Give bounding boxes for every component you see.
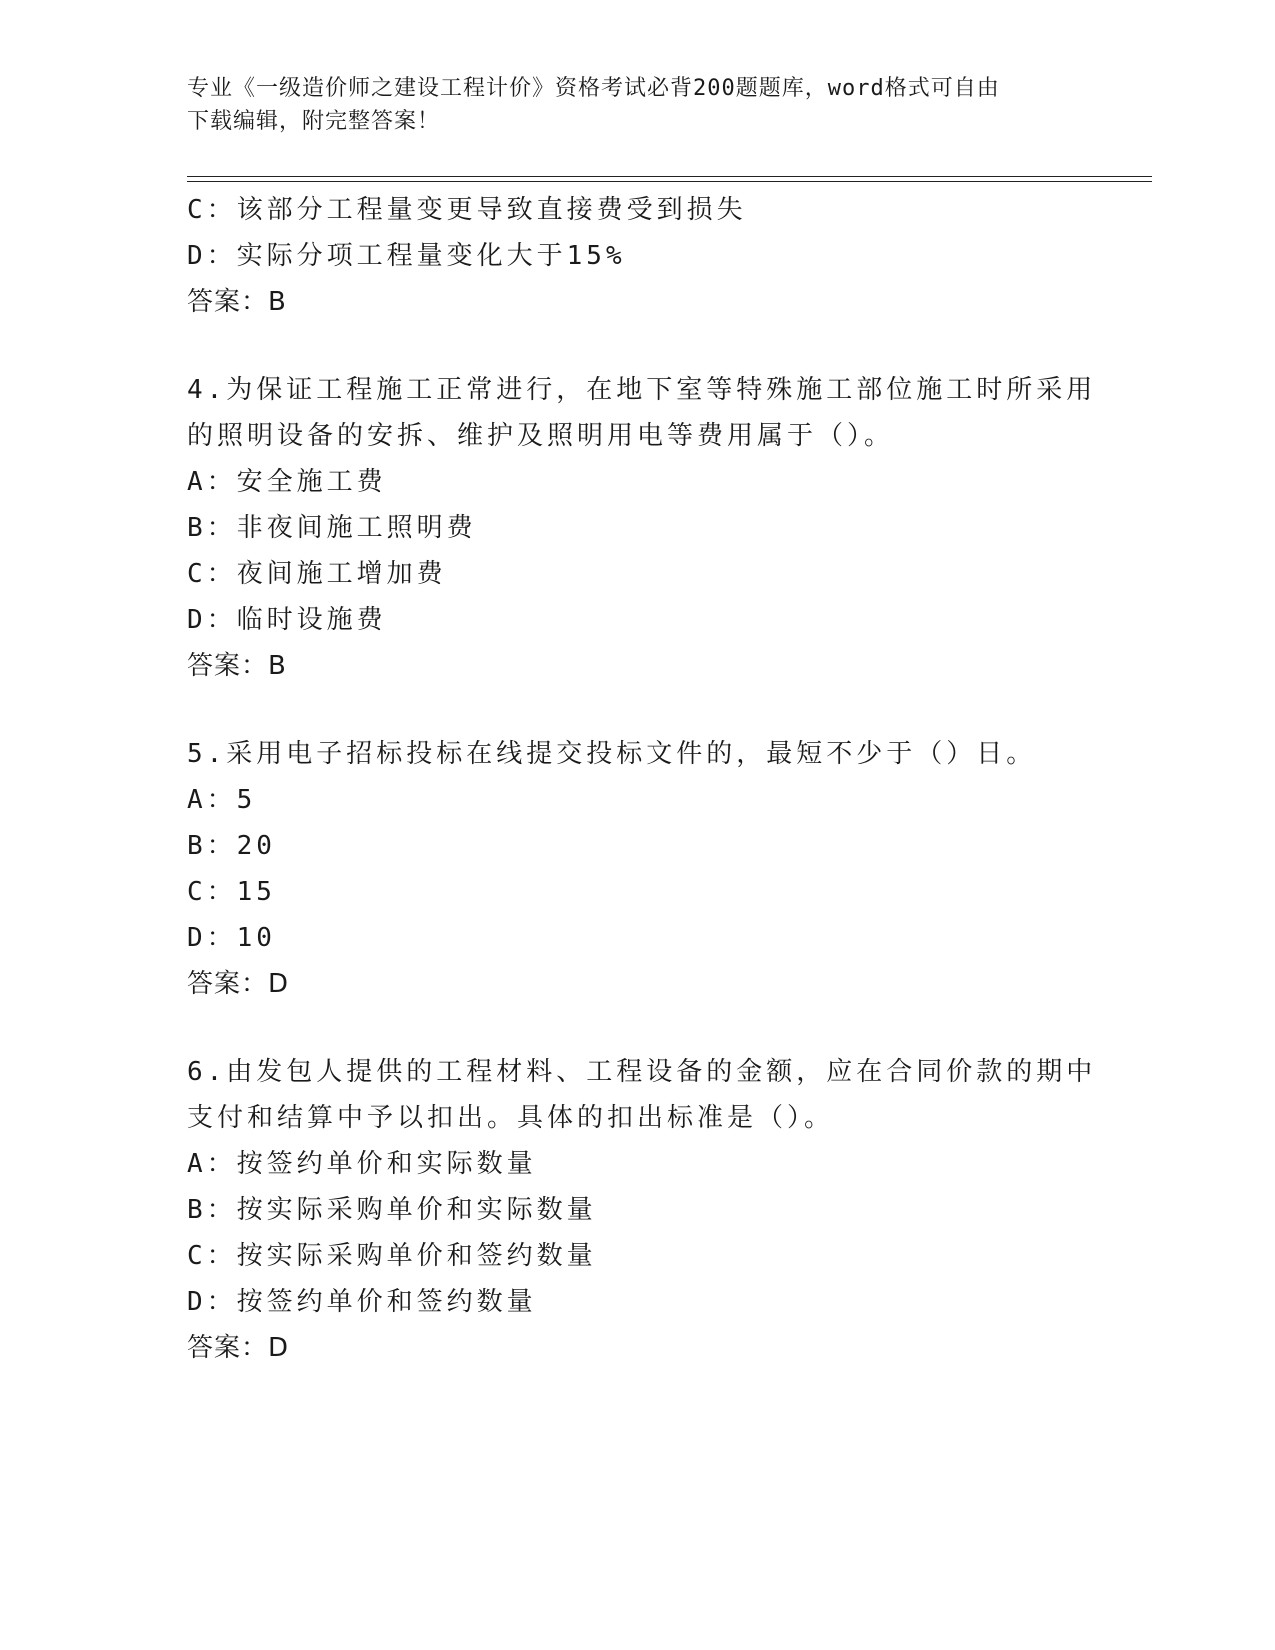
question-4: [187, 367, 1152, 689]
question-stem-line: 支付和结算中予以扣出。具体的扣出标准是（）。: [187, 1103, 835, 1133]
header-rule-bottom: [187, 181, 1152, 182]
option-a: A：安全施工费: [187, 467, 387, 497]
option-c: C：该部分工程量变更导致直接费受到损失: [187, 195, 747, 225]
answer-label: 答案：B: [187, 287, 287, 317]
question-stem-line: 5.采用电子招标投标在线提交投标文件的，最短不少于（）日。: [187, 739, 1037, 769]
option-d: D：实际分项工程量变化大于15%: [187, 241, 626, 271]
option-c: C：15: [187, 877, 276, 907]
question-5: [187, 731, 1152, 1007]
answer-label: 答案：D: [187, 969, 290, 999]
option-d: D：10: [187, 923, 276, 953]
header-line-2: 下载编辑，附完整答案！: [187, 109, 441, 134]
header-rule-top: [187, 176, 1152, 177]
option-a: A：按签约单价和实际数量: [187, 1149, 537, 1179]
option-a: A：5: [187, 785, 257, 815]
question-stem-line: 4.为保证工程施工正常进行，在地下室等特殊施工部位施工时所采用: [187, 375, 1097, 405]
document-header: [187, 72, 1087, 138]
option-b: B：20: [187, 831, 276, 861]
header-line-1: 专业《一级造价师之建设工程计价》资格考试必背200题题库，word格式可自由: [187, 76, 1000, 101]
question-stem-line: 的照明设备的安拆、维护及照明用电等费用属于（）。: [187, 421, 895, 451]
option-c: C：按实际采购单价和签约数量: [187, 1241, 597, 1271]
option-b: B：非夜间施工照明费: [187, 513, 477, 543]
option-d: D：临时设施费: [187, 605, 387, 635]
option-b: B：按实际采购单价和实际数量: [187, 1195, 597, 1225]
answer-label: 答案：B: [187, 651, 287, 681]
question-6: [187, 1049, 1152, 1371]
document-body: [187, 187, 1152, 1371]
answer-label: 答案：D: [187, 1333, 290, 1363]
question-stem-line: 6.由发包人提供的工程材料、工程设备的金额，应在合同价款的期中: [187, 1057, 1097, 1087]
option-c: C：夜间施工增加费: [187, 559, 447, 589]
option-d: D：按签约单价和签约数量: [187, 1287, 537, 1317]
continued-question: [187, 187, 1152, 325]
